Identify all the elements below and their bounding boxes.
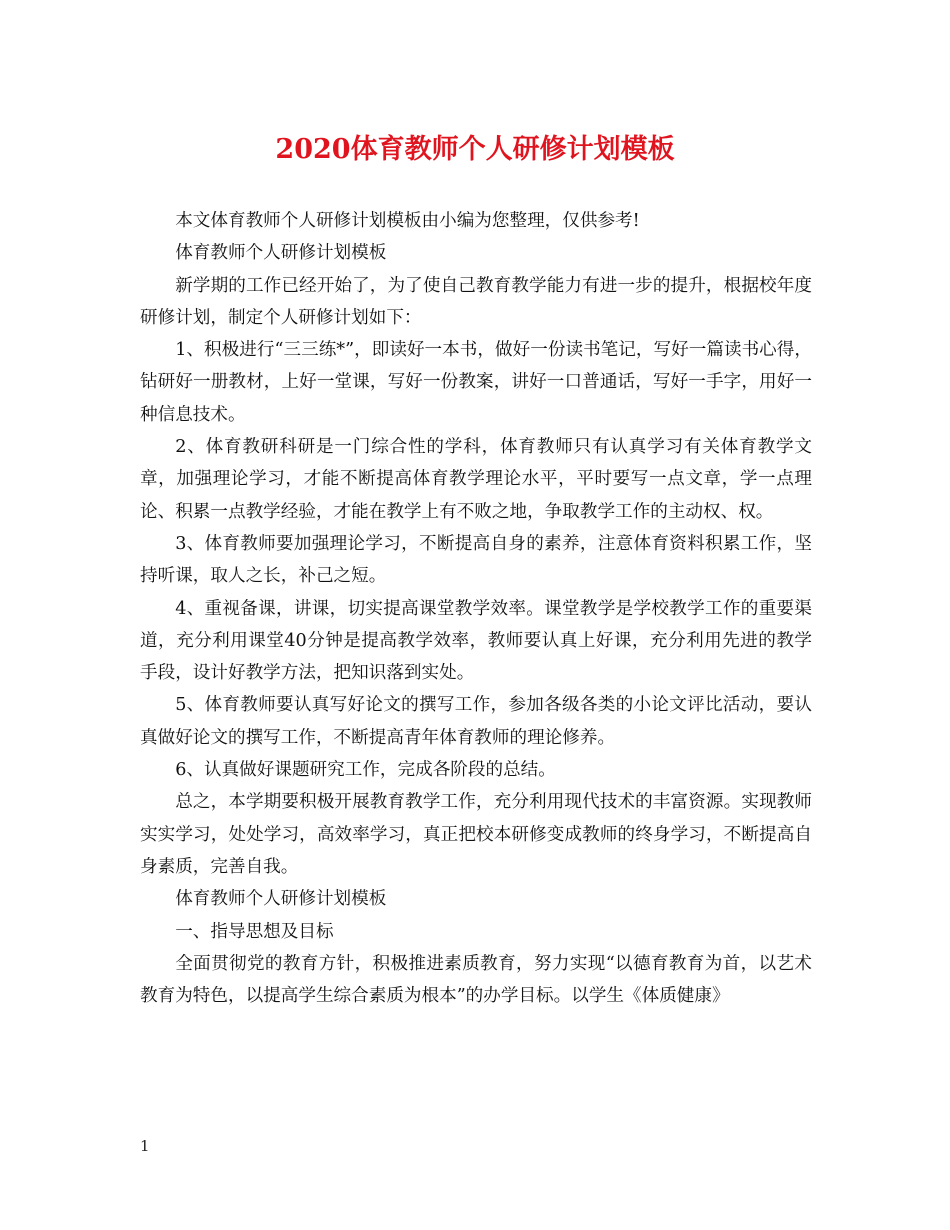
page-number: 1 <box>140 1137 150 1155</box>
section-heading: 一、指导思想及目标 <box>175 921 334 942</box>
document-title: 2020体育教师个人研修计划模板 <box>275 134 675 165</box>
paragraph-intro: 本文体育教师个人研修计划模板由小编为您整理，仅供参考! <box>175 211 640 231</box>
paragraph-subheading: 体育教师个人研修计划模板 <box>175 243 387 264</box>
paragraph-summary: 总之，本学期要积极开展教育教学工作，充分利用现代技术的丰富资源。实现教师实实学习，处处学习，高效率学习，真正把校本研修变成教师的终身学习，不断提高自身素质，完善自我。 <box>140 792 812 877</box>
document-body <box>140 205 812 1012</box>
paragraph-item-6: 6、认真做好课题研究工作，完成各阶段的总结。 <box>175 760 556 781</box>
paragraph-item-5: 5、体育教师要认真写好论文的撰写工作，参加各级各类的小论文评比活动，要认真做好论文的撰写工作，不断提高青年体育教师的理论修养。 <box>140 695 812 748</box>
paragraph-item-4: 4、重视备课，讲课，切实提高课堂教学效率。课堂教学是学校教学工作的重要渠道，充分利用课堂40分钟是提高教学效率，教师要认真上好课，充分利用先进的教学手段，设计好教学方法，把知识落到实处。 <box>140 598 812 684</box>
paragraph-item-1: 1、积极进行“三三练*”，即读好一本书，做好一份读书笔记，写好一篇读书心得，钻研好一册教材，上好一堂课，写好一份教案，讲好一口普通话，写好一手字，用好一种信息技术。 <box>140 340 812 425</box>
paragraph-item-3: 3、体育教师要加强理论学习，不断提高自身的素养，注意体育资料积累工作，坚持听课，取人之长，补己之短。 <box>140 533 812 587</box>
paragraph-subheading: 体育教师个人研修计划模板 <box>175 889 387 910</box>
paragraph: 全面贯彻党的教育方针，积极推进素质教育，努力实现“以德育教育为首，以艺术教育为特色，以提高学生综合素质为根本”的办学目标。以学生《体质健康》 <box>140 953 812 1007</box>
paragraph-item-2: 2、体育教研科研是一门综合性的学科，体育教师只有认真学习有关体育教学文章，加强理论学习，才能不断提高体育教学理论水平，平时要写一点文章，学一点理论、积累一点教学经验，才能在教学上有不败之地，争取教学工作的主动权、权。 <box>140 437 812 522</box>
paragraph: 新学期的工作已经开始了，为了使自己教育教学能力有进一步的提升，根据校年度研修计划，制定个人研修计划如下： <box>140 275 812 328</box>
